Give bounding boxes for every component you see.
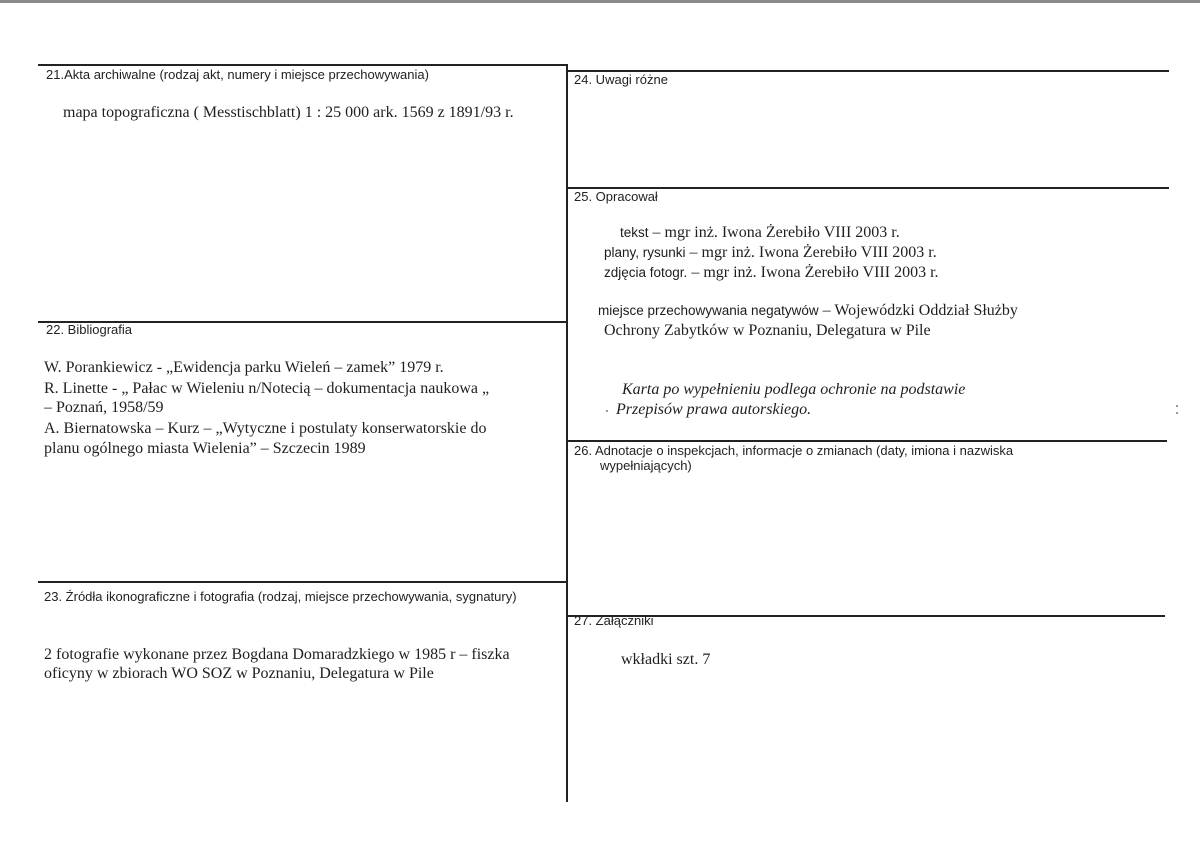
- author-dash: –: [648, 224, 665, 241]
- author-value: mgr inż. Iwona Żerebiło VIII 2003 r.: [664, 224, 900, 241]
- author-dash: –: [685, 244, 702, 261]
- section-21-top-rule: [38, 64, 568, 66]
- author-row-text: [620, 224, 900, 242]
- section-26-label-cont: wypełniających): [600, 458, 692, 473]
- section-21-text: mapa topograficzna ( Messtischblatt) 1 : 25 000 ark. 1569 z 1891/93 r.: [63, 104, 514, 121]
- negatives-storage: [598, 302, 1018, 320]
- section-23-line: oficyny w zbiorach WO SOZ w Poznaniu, Delegatura w Pile: [44, 665, 434, 682]
- author-value: mgr inż. Iwona Żerebiło VIII 2003 r.: [701, 244, 937, 261]
- negatives-storage-value-2: Ochrony Zabytków w Poznaniu, Delegatura w Pile: [604, 322, 931, 339]
- copyright-note-2: Przepisów prawa autorskiego.: [616, 401, 812, 418]
- section-25-label: 25. Opracował: [574, 189, 658, 204]
- author-value: mgr inż. Iwona Żerebiło VIII 2003 r.: [703, 264, 939, 281]
- section-23-line: 2 fotografie wykonane przez Bogdana Domaradzkiego w 1985 r – fiszka: [44, 646, 510, 663]
- scan-speck: [1176, 412, 1178, 414]
- scan-speck: [1176, 405, 1178, 407]
- section-27-label: 27. Załączniki: [574, 613, 654, 628]
- bibliography-line: – Poznań, 1958/59: [44, 399, 164, 416]
- bibliography-line: R. Linette - „ Pałac w Wieleniu n/Notecią – dokumentacja naukowa „: [44, 380, 490, 397]
- section-21-label: 21.Akta archiwalne (rodzaj akt, numery i miejsce przechowywania): [46, 67, 429, 82]
- author-dash: –: [687, 264, 704, 281]
- section-26-top-rule: [568, 440, 1167, 442]
- section-22-label: 22. Bibliografia: [46, 322, 132, 337]
- author-role: tekst: [620, 225, 649, 240]
- section-25-top-rule: [568, 187, 1169, 189]
- author-role: plany, rysunki: [604, 245, 686, 260]
- section-23-label: 23. Źródła ikonograficzne i fotografia (rodzaj, miejsce przechowywania, sygnatury): [44, 589, 517, 604]
- scan-top-edge: [0, 0, 1200, 3]
- copyright-note-1: Karta po wypełnieniu podlega ochronie na podstawie: [622, 381, 966, 398]
- negatives-storage-value: – Wojewódzki Oddział Służby: [818, 302, 1018, 319]
- column-divider: [566, 64, 568, 802]
- author-role: zdjęcia fotogr.: [604, 265, 688, 280]
- author-row-photos: [604, 264, 939, 282]
- bibliography-line: W. Porankiewicz - „Ewidencja parku Wieleń – zamek” 1979 r.: [44, 359, 444, 376]
- section-27-text: wkładki szt. 7: [621, 651, 711, 668]
- author-row-plans: [604, 244, 937, 262]
- section-26-label: 26. Adnotacje o inspekcjach, informacje o zmianach (daty, imiona i nazwiska: [574, 443, 1014, 458]
- bibliography-line: A. Biernatowska – Kurz – „Wytyczne i postulaty konserwatorskie do: [44, 420, 487, 437]
- section-23-top-rule: [38, 581, 568, 583]
- bibliography-line: planu ogólnego miasta Wielenia” – Szczecin 1989: [44, 440, 366, 457]
- scan-speck: [606, 410, 608, 412]
- section-27-top-rule: [568, 615, 1165, 617]
- section-24-label: 24. Uwagi różne: [574, 72, 668, 87]
- negatives-storage-label: miejsce przechowywania negatywów: [598, 303, 819, 318]
